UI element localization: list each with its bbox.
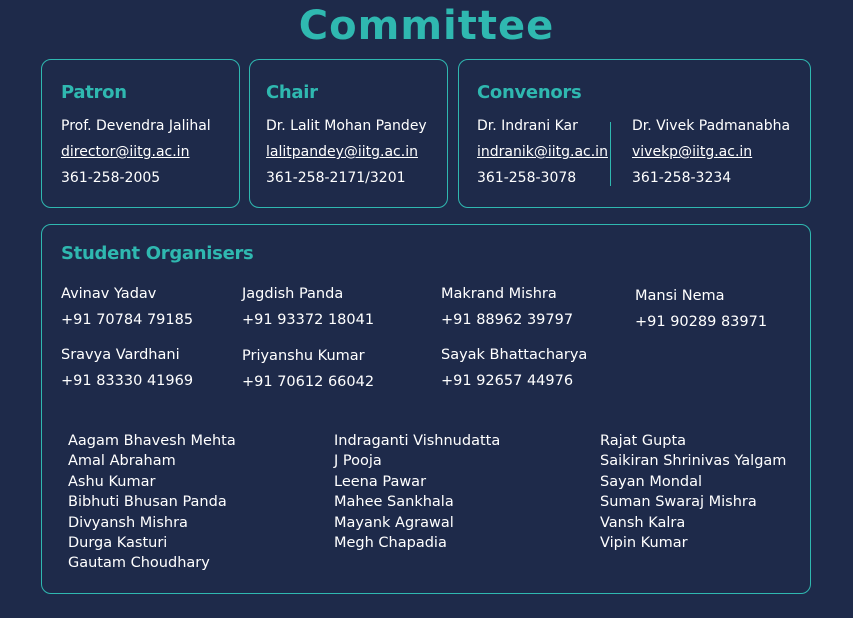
organiser-phone: +91 88962 39797 [441,312,574,328]
convenor-phone: 361-258-3078 [477,170,577,186]
chair-email-link[interactable]: lalitpandey@iitg.ac.in [266,144,418,160]
patron-name: Prof. Devendra Jalihal [61,118,211,134]
member-name: Aagam Bhavesh Mehta [68,433,236,449]
chair-heading: Chair [266,82,318,103]
student-organisers-card [41,224,811,594]
organiser-phone: +91 92657 44976 [441,373,574,389]
convenor-email-link[interactable]: indranik@iitg.ac.in [477,144,608,160]
organiser-phone: +91 93372 18041 [242,312,375,328]
member-name: Gautam Choudhary [68,555,210,572]
member-name: Mayank Agrawal [334,514,454,531]
organiser-contact [441,346,587,390]
member-name: Divyansh Mishra [68,514,188,531]
member-name: Megh Chapadia [334,534,447,551]
organiser-phone: +91 83330 41969 [61,373,194,389]
member-name: Vipin Kumar [600,534,688,551]
organiser-name: Sayak Bhattacharya [441,347,588,363]
member-name: Suman Swaraj Mishra [600,494,757,511]
organiser-name: Sravya Vardhani [61,347,180,363]
chair-phone: 361-258-2171/3201 [266,170,406,186]
organiser-contact [61,285,193,329]
organiser-contact [61,346,193,390]
member-name: Rajat Gupta [600,433,687,449]
convenor-email-link[interactable]: vivekp@iitg.ac.in [632,144,753,160]
page-title: Committee [298,3,555,49]
organiser-contact [635,287,767,331]
organiser-name: Avinav Yadav [61,286,157,302]
patron-heading: Patron [61,82,127,103]
member-name: Durga Kasturi [68,534,168,551]
member-name: Indraganti Vishnudatta [334,433,501,449]
organiser-name: Priyanshu Kumar [242,348,365,364]
members-list-col2 [334,431,500,553]
convenor-phone: 361-258-3234 [632,170,732,186]
organiser-phone: +91 70784 79185 [61,312,194,328]
organiser-name: Jagdish Panda [242,286,344,302]
patron-email-link[interactable]: director@iitg.ac.in [61,144,190,160]
member-name: Vansh Kalra [600,514,686,531]
organiser-name: Makrand Mishra [441,286,557,302]
chair-card [249,59,448,208]
student-organisers-heading: Student Organisers [61,243,254,264]
organiser-contact [242,285,374,329]
convenors-card [458,59,811,208]
convenor-divider [610,122,611,186]
patron-phone: 361-258-2005 [61,170,161,186]
members-list-col3 [600,431,786,553]
members-list-col1 [68,431,236,574]
member-name: J Pooja [334,453,382,470]
member-name: Ashu Kumar [68,473,156,490]
member-name: Leena Pawar [334,473,427,490]
member-name: Amal Abraham [68,453,176,470]
member-name: Sayan Mondal [600,473,703,490]
organiser-contact [242,347,374,391]
chair-name: Dr. Lalit Mohan Pandey [266,118,427,134]
member-name: Mahee Sankhala [334,494,454,511]
convenor-name: Dr. Indrani Kar [477,118,578,134]
patron-card [41,59,240,208]
organiser-phone: +91 70612 66042 [242,374,375,390]
organiser-name: Mansi Nema [635,288,725,304]
convenors-heading: Convenors [477,82,582,103]
member-name: Saikiran Shrinivas Yalgam [600,453,787,470]
member-name: Bibhuti Bhusan Panda [68,494,227,511]
organiser-phone: +91 90289 83971 [635,314,768,330]
convenor-name: Dr. Vivek Padmanabha [632,118,791,134]
organiser-contact [441,285,573,329]
